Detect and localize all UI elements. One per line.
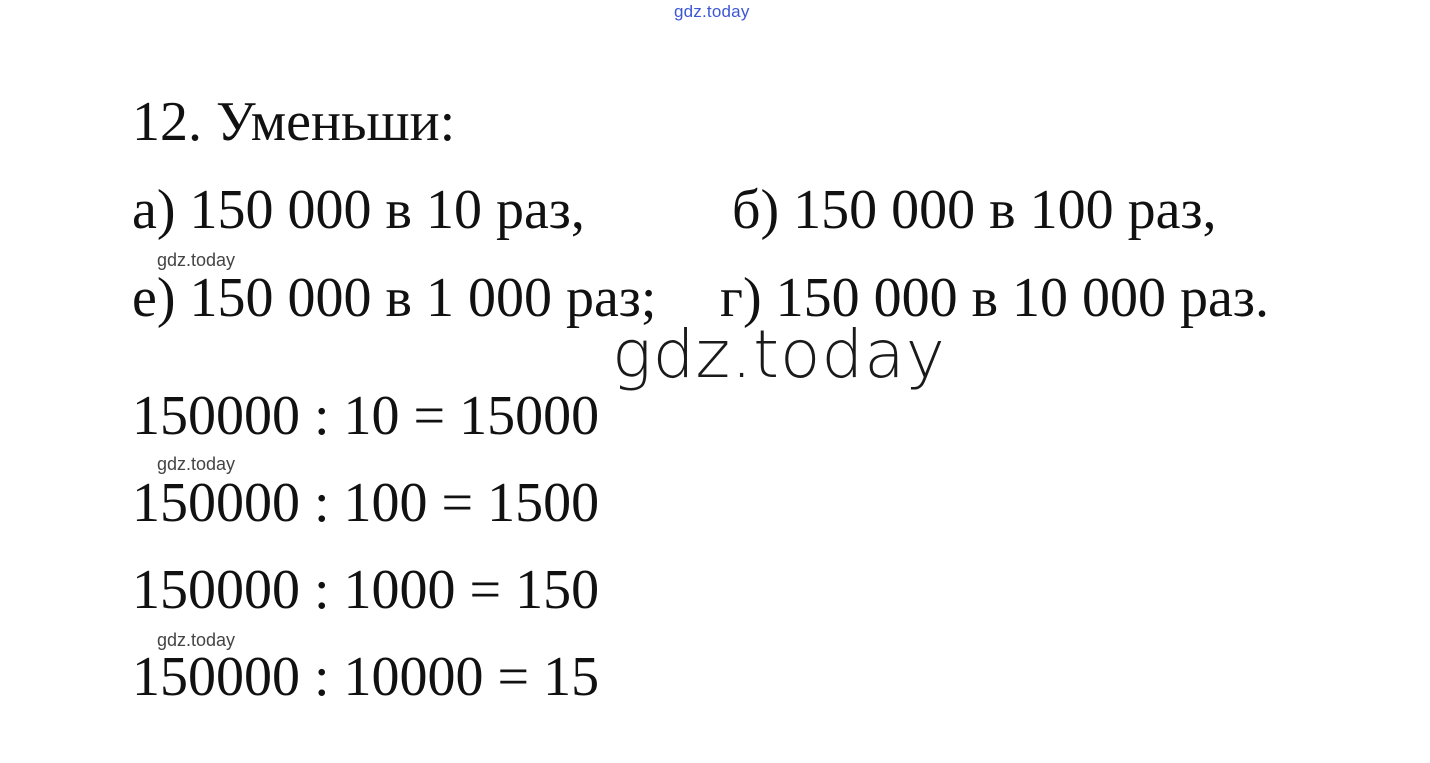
task-b: б) 150 000 в 100 раз,: [732, 179, 1217, 241]
solution-line: 150000 : 100 = 1500: [132, 472, 600, 534]
watermark-small: gdz.today: [157, 454, 236, 474]
solution-line: 150000 : 1000 = 150: [132, 559, 600, 621]
task-g: г) 150 000 в 10 000 раз.: [720, 267, 1270, 329]
task-a: а) 150 000 в 10 раз,: [132, 179, 585, 241]
solution-line: 150000 : 10 = 15000: [132, 385, 600, 447]
task-e: е) 150 000 в 1 000 раз;: [132, 267, 657, 329]
watermark-small: gdz.today: [157, 630, 236, 650]
exercise-title: 12. Уменьши:: [132, 91, 456, 153]
watermark-large: gdz.today: [612, 316, 946, 393]
watermark-top: gdz.today: [674, 2, 750, 21]
solution-line: 150000 : 10000 = 15: [132, 646, 600, 708]
watermark-small: gdz.today: [157, 250, 236, 270]
